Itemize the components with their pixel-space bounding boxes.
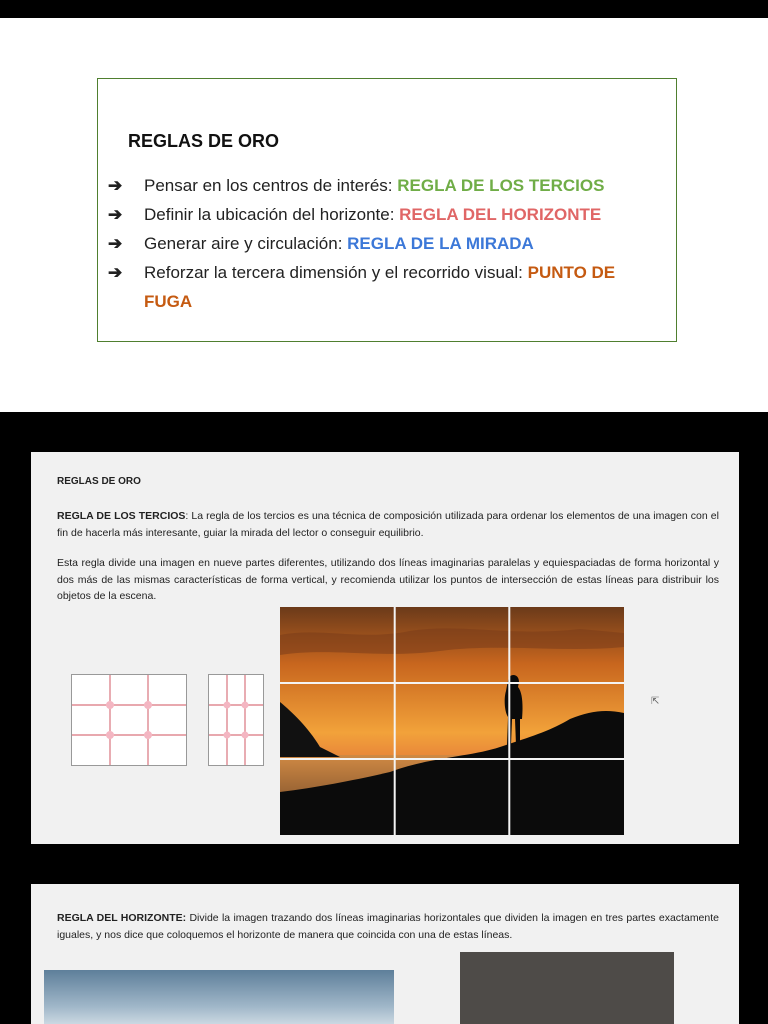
landscape-photo: [44, 970, 394, 1024]
rule-highlight: REGLA DE LA MIRADA: [347, 234, 534, 253]
rule-highlight: REGLA DE LOS TERCIOS: [397, 176, 605, 195]
thirds-explanation: Esta regla divide una imagen en nueve partes diferentes, utilizando dos líneas imaginarias paralelas y equiespaciadas de forma horizontal y dos más de las mismas características de forma vertical, y recomienda utilizar los puntos de intersección de estas líneas para distribuir los objetos de la escena.: [57, 557, 719, 602]
rule-item: [108, 229, 668, 258]
sunset-silhouette-photo: [280, 607, 624, 835]
slide-title: REGLAS DE ORO: [57, 476, 141, 487]
rule-highlight: PUNTO DE FUGA: [144, 263, 616, 311]
thirds-grid-portrait-diagram: [208, 674, 264, 766]
arrow-icon: ➔: [108, 263, 123, 282]
rule-text: Generar aire y circulación:: [144, 234, 348, 253]
slide-rule-of-thirds: [31, 452, 739, 844]
golden-rules-box: [97, 78, 677, 342]
mouse-cursor-icon: ⇱: [651, 696, 660, 707]
rules-list: [108, 171, 668, 316]
arrow-icon: ➔: [108, 205, 123, 224]
rule-item: [108, 200, 668, 229]
rule-item: [108, 171, 668, 200]
arrow-icon: ➔: [108, 234, 123, 253]
top-black-bar: [0, 0, 768, 18]
rule-highlight: REGLA DEL HORIZONTE: [399, 205, 602, 224]
page-golden-rules-summary: [0, 18, 768, 412]
rule-text: Pensar en los centros de interés:: [144, 176, 398, 195]
rule-text: Definir la ubicación del horizonte:: [144, 205, 400, 224]
rule-text: Reforzar la tercera dimensión y el recorrido visual:: [144, 263, 528, 282]
arrow-icon: ➔: [108, 176, 123, 195]
horizon-definition: REGLA DEL HORIZONTE: Divide la imagen trazando dos líneas imaginarias horizontales que dividen la imagen en tres partes exactamente iguales, y nos dice que coloquemos el horizonte de manera que coincida con una de estas líneas.: [57, 912, 719, 941]
box-title: REGLAS DE ORO: [128, 131, 280, 151]
thirds-grid-landscape-diagram: [71, 674, 187, 766]
slide-horizon-rule: [31, 884, 739, 1024]
thirds-definition: REGLA DE LOS TERCIOS: La regla de los tercios es una técnica de composición utilizada para ordenar los elementos de una imagen con el fin de hacerla más interesante, guiar la mirada del lector o conseguir equilibrio.: [57, 510, 719, 539]
dark-photo: [460, 952, 674, 1024]
rule-item: [108, 258, 668, 316]
